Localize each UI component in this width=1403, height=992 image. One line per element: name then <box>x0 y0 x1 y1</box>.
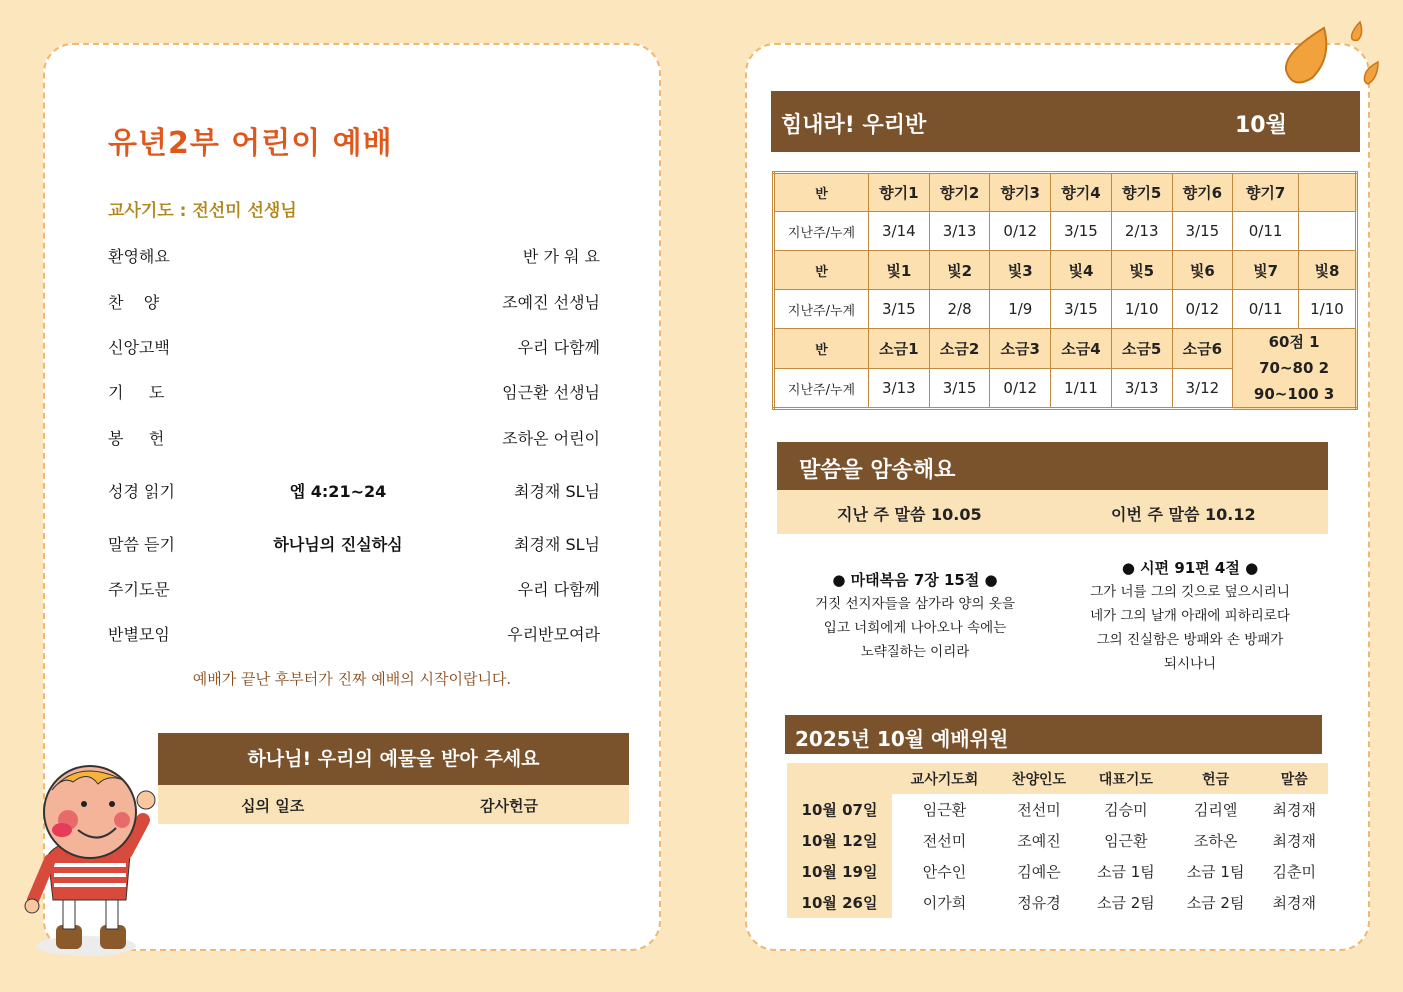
class-name: 소금4 <box>1051 329 1112 369</box>
verse-line: 되시나니 <box>1163 656 1217 672</box>
class-stat: 1/11 <box>1051 369 1112 409</box>
class-name-row <box>774 173 1357 212</box>
date-header <box>787 763 892 794</box>
order-item: 주기도문 <box>108 580 170 599</box>
server-name: 소금 2팀 <box>1186 894 1245 912</box>
verse-line: 네가 그의 날개 아래에 피하리로다 <box>1090 608 1290 624</box>
order-row <box>108 532 600 556</box>
service-date: 10월 12일 <box>787 825 892 856</box>
class-name: 향기7 <box>1233 173 1299 212</box>
order-leader: 임근환 선생님 <box>502 383 600 402</box>
class-stat: 0/12 <box>990 212 1051 251</box>
score-note-line: 70~80 2 <box>1259 359 1330 377</box>
server-name: 소금 2팀 <box>1096 894 1155 912</box>
verse-line: 입고 너희에게 나아오나 속에는 <box>823 620 1007 636</box>
server-name: 김리엘 <box>1193 801 1238 819</box>
order-row <box>108 577 600 601</box>
stat-label: 지난주/누계 <box>774 369 869 409</box>
class-stat <box>1298 212 1356 251</box>
verse-line: 노략질하는 이리라 <box>860 644 970 660</box>
class-name: 소금1 <box>869 329 930 369</box>
server-name: 정유경 <box>1017 894 1061 912</box>
offering-title: 하나님! 우리의 예물을 받아 주세요 <box>158 733 629 785</box>
server-name: 전선미 <box>1017 801 1061 819</box>
class-stat: 2/8 <box>929 290 990 329</box>
cheer-month: 10월 <box>1235 113 1287 138</box>
class-label: 반 <box>774 173 869 212</box>
class-label: 반 <box>774 329 869 369</box>
class-name-row <box>774 251 1357 290</box>
order-detail: 하나님의 진실하심 <box>273 535 403 554</box>
recite-dates <box>777 490 1328 534</box>
class-name: 향기5 <box>1111 173 1172 212</box>
class-name: 소금2 <box>929 329 990 369</box>
class-stat: 2/13 <box>1111 212 1172 251</box>
class-name: 빛5 <box>1111 251 1172 290</box>
verse-ref: ● 시편 91편 4절 ● <box>1121 559 1259 577</box>
this-week-verse: 이번 주 말씀 10.12 <box>1111 505 1256 524</box>
role-header: 말씀 <box>1260 763 1328 794</box>
offering-box <box>158 733 629 824</box>
order-leader: 최경재 SL님 <box>514 482 600 501</box>
score-note-line: 90~100 3 <box>1253 385 1335 403</box>
server-name: 소금 1팀 <box>1186 863 1245 881</box>
class-name: 빛7 <box>1233 251 1299 290</box>
order-leader: 최경재 SL님 <box>514 535 600 554</box>
server-name: 안수인 <box>922 863 967 881</box>
class-stat: 3/12 <box>1172 369 1233 409</box>
order-leader: 조하온 어린이 <box>502 429 600 448</box>
class-name: 소금6 <box>1172 329 1233 369</box>
servers-row <box>787 856 1328 887</box>
class-name: 빛6 <box>1172 251 1233 290</box>
order-leader: 우리 다함께 <box>517 338 600 357</box>
order-item: 환영해요 <box>108 247 170 266</box>
server-name: 이가희 <box>922 894 967 912</box>
class-stat: 1/10 <box>1298 290 1356 329</box>
tithe-label: 십의 일조 <box>241 797 305 815</box>
server-name: 최경재 <box>1272 832 1316 850</box>
class-name: 빛3 <box>990 251 1051 290</box>
server-name: 김승미 <box>1104 801 1148 819</box>
class-stat: 3/13 <box>929 212 990 251</box>
order-item: 신앙고백 <box>108 338 170 357</box>
role-header: 교사기도회 <box>892 763 997 794</box>
order-item: 봉 헌 <box>108 429 165 448</box>
class-name: 빛8 <box>1298 251 1356 290</box>
droplets-icon <box>1280 18 1390 98</box>
servers-title: 2025년 10월 예배위원 <box>795 727 1009 751</box>
server-name: 조하온 <box>1193 832 1238 850</box>
verse-last-week <box>790 568 1040 664</box>
class-name: 소금5 <box>1111 329 1172 369</box>
verse-line: 그가 너를 그의 깃으로 덮으시리니 <box>1090 584 1290 600</box>
cheer-title: 힘내라! 우리반 <box>781 113 927 138</box>
order-row <box>108 380 600 404</box>
verse-line: 거짓 선지자들을 삼가라 양의 옷을 <box>815 596 1015 612</box>
servers-header <box>785 715 1322 754</box>
class-name: 소금3 <box>990 329 1051 369</box>
servers-table <box>787 763 1328 918</box>
class-label: 반 <box>774 251 869 290</box>
server-name: 최경재 <box>1272 801 1316 819</box>
service-date: 10월 19일 <box>787 856 892 887</box>
order-item: 말씀 듣기 <box>108 535 175 554</box>
teacher-prayer: 교사기도 : 전선미 선생님 <box>108 201 297 221</box>
class-stat: 3/13 <box>1111 369 1172 409</box>
class-stat: 3/15 <box>929 369 990 409</box>
recite-title: 말씀을 암송해요 <box>799 458 956 483</box>
class-stat: 0/11 <box>1233 212 1299 251</box>
kid-illustration-icon <box>18 760 168 960</box>
class-stat: 0/12 <box>1172 290 1233 329</box>
stat-label: 지난주/누계 <box>774 290 869 329</box>
order-leader: 우리 다함께 <box>517 580 600 599</box>
order-item: 반별모임 <box>108 625 170 644</box>
class-name: 향기2 <box>929 173 990 212</box>
class-name: 빛4 <box>1051 251 1112 290</box>
order-row <box>108 426 600 450</box>
class-stat: 3/15 <box>1172 212 1233 251</box>
server-name: 소금 1팀 <box>1096 863 1155 881</box>
order-leader: 조예진 선생님 <box>502 293 600 312</box>
class-name: 향기3 <box>990 173 1051 212</box>
class-stat-row <box>774 212 1357 251</box>
class-stat: 3/14 <box>869 212 930 251</box>
service-date: 10월 26일 <box>787 887 892 918</box>
class-name-row <box>774 329 1357 369</box>
class-name: 빛1 <box>869 251 930 290</box>
servers-row <box>787 887 1328 918</box>
class-name <box>1298 173 1356 212</box>
servers-row <box>787 825 1328 856</box>
class-name: 향기1 <box>869 173 930 212</box>
score-note-line: 60점 1 <box>1268 333 1320 351</box>
role-header: 찬양인도 <box>997 763 1081 794</box>
order-detail: 엡 4:21~24 <box>289 482 387 501</box>
verse-ref: ● 마태복음 7장 15절 ● <box>832 571 998 589</box>
verse-this-week <box>1065 556 1315 676</box>
service-date: 10월 07일 <box>787 794 892 825</box>
server-name: 김춘미 <box>1272 863 1316 881</box>
class-name: 빛2 <box>929 251 990 290</box>
server-name: 최경재 <box>1272 894 1316 912</box>
order-row <box>108 622 600 646</box>
class-name: 향기6 <box>1172 173 1233 212</box>
order-row <box>108 479 600 503</box>
order-leader: 우리반모여라 <box>507 625 600 644</box>
cheer-header <box>771 91 1360 152</box>
order-item: 기 도 <box>108 383 165 402</box>
recite-header <box>777 442 1328 490</box>
class-stat: 3/15 <box>1051 212 1112 251</box>
class-stat-row <box>774 290 1357 329</box>
server-name: 전선미 <box>922 832 967 850</box>
stat-label: 지난주/누계 <box>774 212 869 251</box>
closing-message: 예배가 끝난 후부터가 진짜 예배의 시작이랍니다. <box>192 670 512 688</box>
last-week-verse: 지난 주 말씀 10.05 <box>837 505 982 524</box>
score-note <box>1233 329 1357 409</box>
server-name: 조예진 <box>1017 832 1061 850</box>
class-stat: 3/13 <box>869 369 930 409</box>
page-title: 유년2부 어린이 예배 <box>108 126 393 161</box>
role-header: 헌금 <box>1171 763 1261 794</box>
order-item: 성경 읽기 <box>108 482 175 501</box>
order-item: 찬 양 <box>108 293 160 312</box>
class-stat: 1/10 <box>1111 290 1172 329</box>
order-row <box>108 244 600 268</box>
order-row <box>108 335 600 359</box>
class-stat: 3/15 <box>869 290 930 329</box>
class-stat: 0/12 <box>990 369 1051 409</box>
order-leader: 반 가 워 요 <box>522 247 600 266</box>
servers-row <box>787 794 1328 825</box>
servers-header-row <box>787 763 1328 794</box>
class-attendance-table <box>772 171 1358 410</box>
class-stat: 3/15 <box>1051 290 1112 329</box>
class-stat: 1/9 <box>990 290 1051 329</box>
verse-line: 그의 진실함은 방패와 손 방패가 <box>1096 632 1284 648</box>
class-stat: 0/11 <box>1233 290 1299 329</box>
thanks-offering-label: 감사헌금 <box>480 797 538 815</box>
role-header: 대표기도 <box>1081 763 1171 794</box>
class-name: 향기4 <box>1051 173 1112 212</box>
order-row <box>108 290 600 314</box>
server-name: 임근환 <box>922 801 967 819</box>
server-name: 김예은 <box>1017 863 1061 881</box>
server-name: 임근환 <box>1104 832 1148 850</box>
